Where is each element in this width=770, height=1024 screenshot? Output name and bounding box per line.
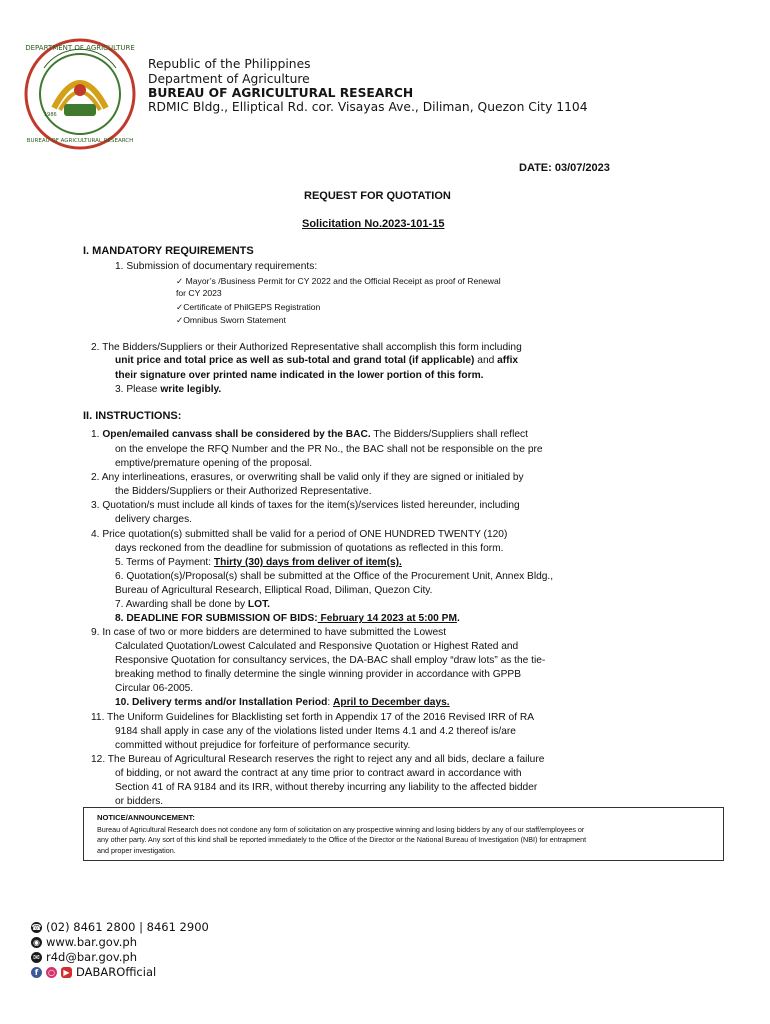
letterhead-department: Department of Agriculture — [148, 72, 310, 86]
instruction-6: 6. Quotation(s)/Proposal(s) shall be submitted at the Office of the Procurement Unit, Annex Bldg., — [115, 571, 554, 582]
instruction-12-line-3: Section 41 of RA 9184 and its IRR, without thereby incurring any liability to the affected bidder — [115, 782, 538, 793]
instructions-heading: II. INSTRUCTIONS: — [83, 410, 182, 422]
requirement-omnibus: ✓Omnibus Sworn Statement — [176, 315, 286, 325]
footer-social-handle[interactable]: DABAROfficial — [76, 965, 157, 979]
instruction-9: 9. In case of two or more bidders are determined to have submitted the Lowest — [91, 627, 447, 638]
document-title: REQUEST FOR QUOTATION — [304, 190, 451, 202]
footer-phone — [31, 920, 209, 934]
solicitation-number: Solicitation No.2023-101-15 — [302, 218, 445, 230]
facebook-icon[interactable]: f — [31, 967, 42, 978]
instruction-1: 1. Open/emailed canvass shall be considered by the BAC. The Bidders/Suppliers shall reflect — [91, 429, 528, 440]
mandatory-item-1: 1. Submission of documentary requirements: — [115, 261, 318, 272]
instruction-9-line-2: Calculated Quotation/Lowest Calculated and Responsive Quotation or Highest Rated and — [115, 641, 519, 652]
instruction-11: 11. The Uniform Guidelines for Blacklisting set forth in Appendix 17 of the 2016 Revised IRR of RA — [91, 712, 535, 723]
notice-line-2: any other party. Any sort of this kind shall be reported immediately to the Office of the Director or the National Bureau of Investigation (NBI) for entrapment — [97, 835, 587, 844]
seal-ring-text: DEPARTMENT OF AGRICULTURE — [25, 44, 135, 52]
instruction-7: 7. Awarding shall be done by LOT. — [115, 599, 270, 610]
mandatory-item-3: 3. Please write legibly. — [115, 384, 222, 395]
instruction-1-line-2: on the envelope the RFQ Number and the PR No., the BAC shall not be responsible on the pre — [115, 444, 543, 455]
seal-inner-text: BUREAU OF AGRICULTURAL RESEARCH — [26, 138, 134, 144]
mandatory-item-2: 2. The Bidders/Suppliers or their Authorized Representative shall accomplish this form including — [91, 342, 522, 353]
footer-website[interactable] — [31, 935, 137, 949]
instruction-3-line-2: delivery charges. — [115, 514, 193, 525]
instruction-6-line-2: Bureau of Agricultural Research, Elliptical Road, Diliman, Quezon City. — [115, 585, 433, 596]
globe-icon: ◉ — [31, 937, 42, 948]
instruction-4-line-2: days reckoned from the deadline for submission of quotations as reflected in this form. — [115, 543, 504, 554]
instruction-3: 3. Quotation/s must include all kinds of taxes for the item(s)/services listed hereunder, including — [91, 500, 520, 511]
instruction-10-delivery-terms: 10. Delivery terms and/or Installation Period: April to December days. — [115, 697, 450, 708]
letterhead-republic: Republic of the Philippines — [148, 57, 311, 71]
instruction-2: 2. Any interlineations, erasures, or overwriting shall be valid only if they are signed or initialed by — [91, 472, 524, 483]
instruction-8-deadline: 8. DEADLINE FOR SUBMISSION OF BIDS: February 14 2023 at 5:00 PM. — [115, 613, 460, 624]
requirement-permit: ✓ Mayor’s /Business Permit for CY 2022 and the Official Receipt as proof of Renewal — [176, 276, 501, 286]
instruction-11-line-2: 9184 shall apply in case any of the violations listed under Items 4.1 and 4.2 thereof is/are — [115, 726, 516, 737]
instruction-2-line-2: the Bidders/Suppliers or their Authorized Representative. — [115, 486, 372, 497]
instruction-9-line-5: Circular 06-2005. — [115, 683, 194, 694]
footer-email-link[interactable]: r4d@bar.gov.ph — [46, 950, 138, 964]
letterhead-bureau: BUREAU OF AGRICULTURAL RESEARCH — [148, 86, 414, 100]
instruction-1-line-3: emptive/premature opening of the proposal. — [115, 458, 313, 469]
notice-line-3: and proper investigation. — [97, 846, 176, 855]
mail-icon: ✉ — [31, 952, 42, 963]
notice-title: NOTICE/ANNOUNCEMENT: — [97, 813, 195, 822]
instruction-11-line-3: committed without prejudice for forfeiture of performance security. — [115, 740, 411, 751]
instruction-12-line-2: of bidding, or not award the contract at any time prior to contract award in accordance with — [115, 768, 522, 779]
requirement-permit-cont: for CY 2023 — [176, 288, 222, 298]
phone-icon: ☎ — [31, 922, 42, 932]
instruction-9-line-4: breaking method to finally determine the single winning provider in accordance with GPPB — [115, 669, 522, 680]
mandatory-item-2-line-2: unit price and total price as well as sub-total and grand total (if applicable) and affix — [115, 355, 519, 366]
instruction-12: 12. The Bureau of Agricultural Research reserves the right to reject any and all bids, declare a failure — [91, 754, 545, 765]
instruction-9-line-3: Responsive Quotation for consultancy services, the DA-BAC shall employ “draw lots” as the tie- — [115, 655, 546, 666]
seal-year: 1986 — [44, 112, 57, 118]
bar-seal-logo — [24, 38, 136, 150]
letterhead-address: RDMIC Bldg., Elliptical Rd. cor. Visayas Ave., Diliman, Quezon City 1104 — [148, 100, 588, 114]
footer-phone-text: (02) 8461 2800 | 8461 2900 — [46, 920, 209, 934]
notice-box — [83, 807, 724, 861]
instruction-4: 4. Price quotation(s) submitted shall be valid for a period of ONE HUNDRED TWENTY (120) — [91, 529, 508, 540]
mandatory-item-2-line-3: their signature over printed name indicated in the lower portion of this form. — [115, 370, 484, 381]
instruction-12-line-4: or bidders. — [115, 796, 164, 807]
instruction-5-terms-of-payment: 5. Terms of Payment: Thirty (30) days from deliver of item(s). — [115, 557, 402, 568]
requirement-philgeps: ✓Certificate of PhilGEPS Registration — [176, 302, 321, 312]
footer-website-link[interactable]: www.bar.gov.ph — [46, 935, 137, 949]
footer-email[interactable] — [31, 950, 137, 964]
instagram-icon[interactable]: ○ — [46, 967, 57, 978]
document-date: DATE: 03/07/2023 — [519, 162, 610, 174]
mandatory-heading: I. MANDATORY REQUIREMENTS — [83, 245, 254, 257]
youtube-icon[interactable]: ▶ — [61, 967, 72, 978]
notice-line-1: Bureau of Agricultural Research does not condone any form of solicitation on any prospective winning and losing bidders by any of our staff/employees or — [97, 825, 585, 834]
footer-social[interactable] — [31, 965, 156, 979]
